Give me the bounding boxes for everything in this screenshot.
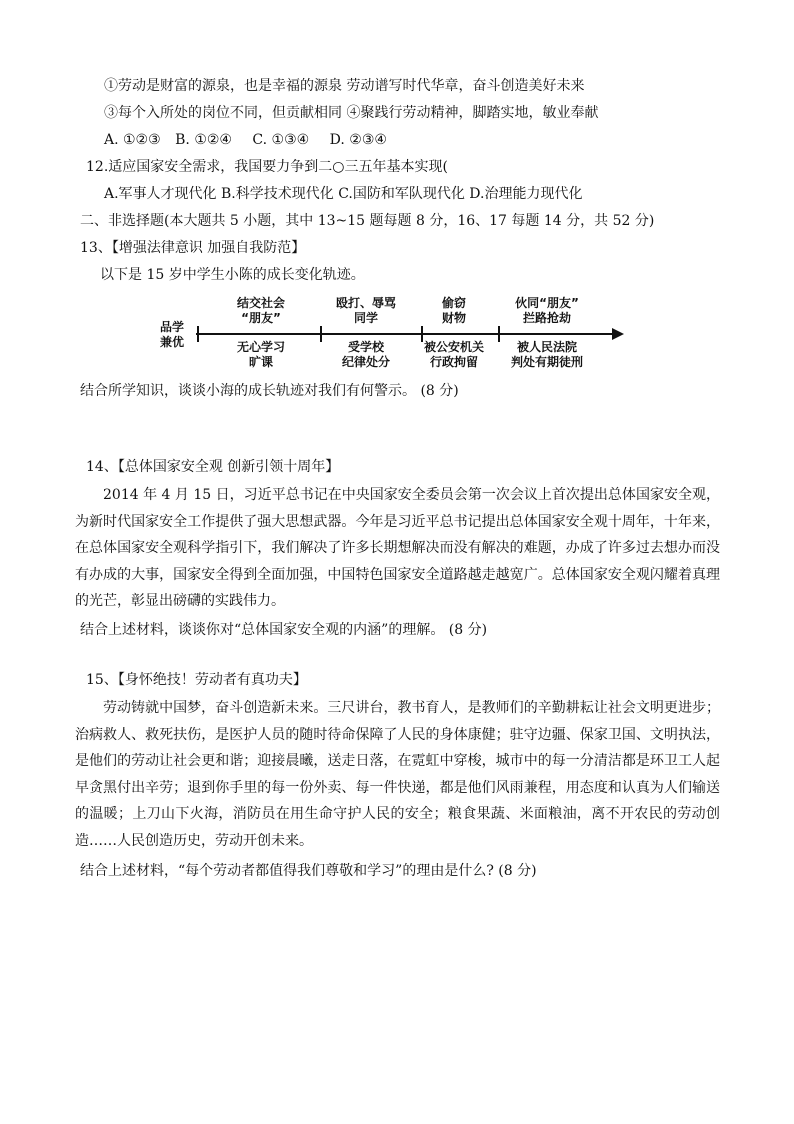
stage-1-event [226,296,296,326]
stage-1-event-line-2: “朋友” [241,311,281,325]
stage-3-consequence-line-2: 行政拘留 [429,355,478,369]
stage-4-event-line-1: 伙同“朋友” [515,296,579,310]
timeline-start-label [160,320,184,350]
growth-timeline [160,290,630,376]
q11-options [104,130,397,150]
timeline-arrowhead [612,328,624,340]
timeline-axis [196,333,616,335]
timeline-start-line-1: 品学 [160,320,185,334]
q11-option-d: D. ②③④ [329,132,387,148]
stage-3-event-line-1: 偷窃 [441,296,466,310]
q14-question: 结合上述材料，谈谈你对“总体国家安全观的内涵”的理解。 (8 分) [80,622,488,638]
q14-material [75,482,720,615]
stage-2-event [326,296,406,326]
q15-question: 结合上述材料，“每个劳动者都值得我们尊敬和学习”的理由是什么? (8 分) [80,863,537,879]
q11-statement-line-2: ③每个入所处的岗位不同，但贡献相同 ④聚践行劳动精神，脚踏实地，敏业奉献 [104,105,599,121]
stage-4-consequence-line-1: 被人民法院 [516,340,577,354]
q13-title: 13、【增强法律意识 加强自我防范】 [80,240,306,256]
stage-2-event-line-2: 同学 [353,311,378,325]
timeline-tick-2 [320,326,322,342]
q13-intro: 以下是 15 岁中学生小陈的成长变化轨迹。 [100,267,365,283]
stage-3-event [418,296,490,326]
q12-stem: 12.适应国家安全需求，我国要力争到二○三五年基本实现( [86,159,448,175]
stage-3-consequence-line-1: 被公安机关 [423,340,484,354]
q15-paragraph: 劳动铸就中国梦，奋斗创造新未来。三尺讲台，教书育人，是教师们的辛勤耕耘让社会文明更进步；治病救人、救死扶伤，是医护人员的随时待命保障了人民的身体康健；驻守边疆、保家卫国、文明执法，是他们的劳动让社会更和谐；迎接晨曦，送走日落，在霓虹中穿梭，城市中的每一分清洁都是环卫工人起早贪黑付出辛劳；退到你手里的每一份外卖、每一件快递，都是他们风雨兼程，用态度和认真为人们输送的温暖；上刀山下火海，消防员在用生命守护人民的安全；粮食果蔬、米面粮油，离不开农民的劳动创造……人民创造历史，劳动开创未来。 [75,700,720,849]
stage-1-consequence-line-1: 无心学习 [236,340,285,354]
timeline-start-line-2: 兼优 [160,335,185,349]
stage-2-consequence-line-1: 受学校 [347,340,384,354]
stage-4-event-line-2: 拦路抢劫 [522,311,571,325]
stage-1-event-line-1: 结交社会 [236,296,285,310]
q14-title: 14、【总体国家安全观 创新引领十周年】 [86,459,340,475]
stage-3-consequence [418,340,490,370]
stage-1-consequence-line-2: 旷课 [248,355,273,369]
q11-option-a: A. ①②③ [104,132,161,148]
q13-question: 结合所学知识，谈谈小海的成长轨迹对我们有何警示。 (8 分) [80,383,459,399]
q11-option-b: B. ①②④ [175,132,232,148]
stage-2-event-line-1: 殴打、辱骂 [335,296,396,310]
stage-3-event-line-2: 财物 [441,311,466,325]
stage-4-consequence-line-2: 判处有期徒刑 [510,355,583,369]
q14-paragraph: 2014 年 4 月 15 日，习近平总书记在中央国家安全委员会第一次会议上首次提出总体国家安全观，为新时代国家安全工作提供了强大思想武器。今年是习近平总书记提出总体国家安全观十周年，十年来，在总体国家安全观科学指引下，我们解决了许多长期想解决而没有解决的难题，办成了许多过去想办而没有办成的大事，国家安全得到全面加强，中国特色国家安全道路越走越宽广。总体国家安全观闪耀着真理的光芒，彰显出磅礴的实践伟力。 [75,487,720,610]
q15-title: 15、【身怀绝技！劳动者有真功夫】 [86,672,307,688]
stage-2-consequence [326,340,406,370]
q11-statement-line-1: ①劳动是财富的源泉，也是幸福的源泉 劳动谱写时代华章，奋斗创造美好未来 [104,78,585,94]
q15-material [75,695,720,855]
stage-4-event [502,296,592,326]
stage-4-consequence [502,340,592,370]
q11-option-c: C. ①③④ [252,132,310,148]
stage-1-consequence [226,340,296,370]
stage-2-consequence-line-2: 纪律处分 [341,355,390,369]
timeline-tick-1 [197,326,199,342]
q12-options: A.军事人才现代化 B.科学技术现代化 C.国防和军队现代化 D.治理能力现代化 [104,186,583,202]
section-2-heading: 二、非选择题(本大题共 5 小题，其中 13~15 题每题 8 分，16、17 每题 14 分，共 52 分) [80,213,655,229]
timeline-tick-4 [498,326,500,342]
